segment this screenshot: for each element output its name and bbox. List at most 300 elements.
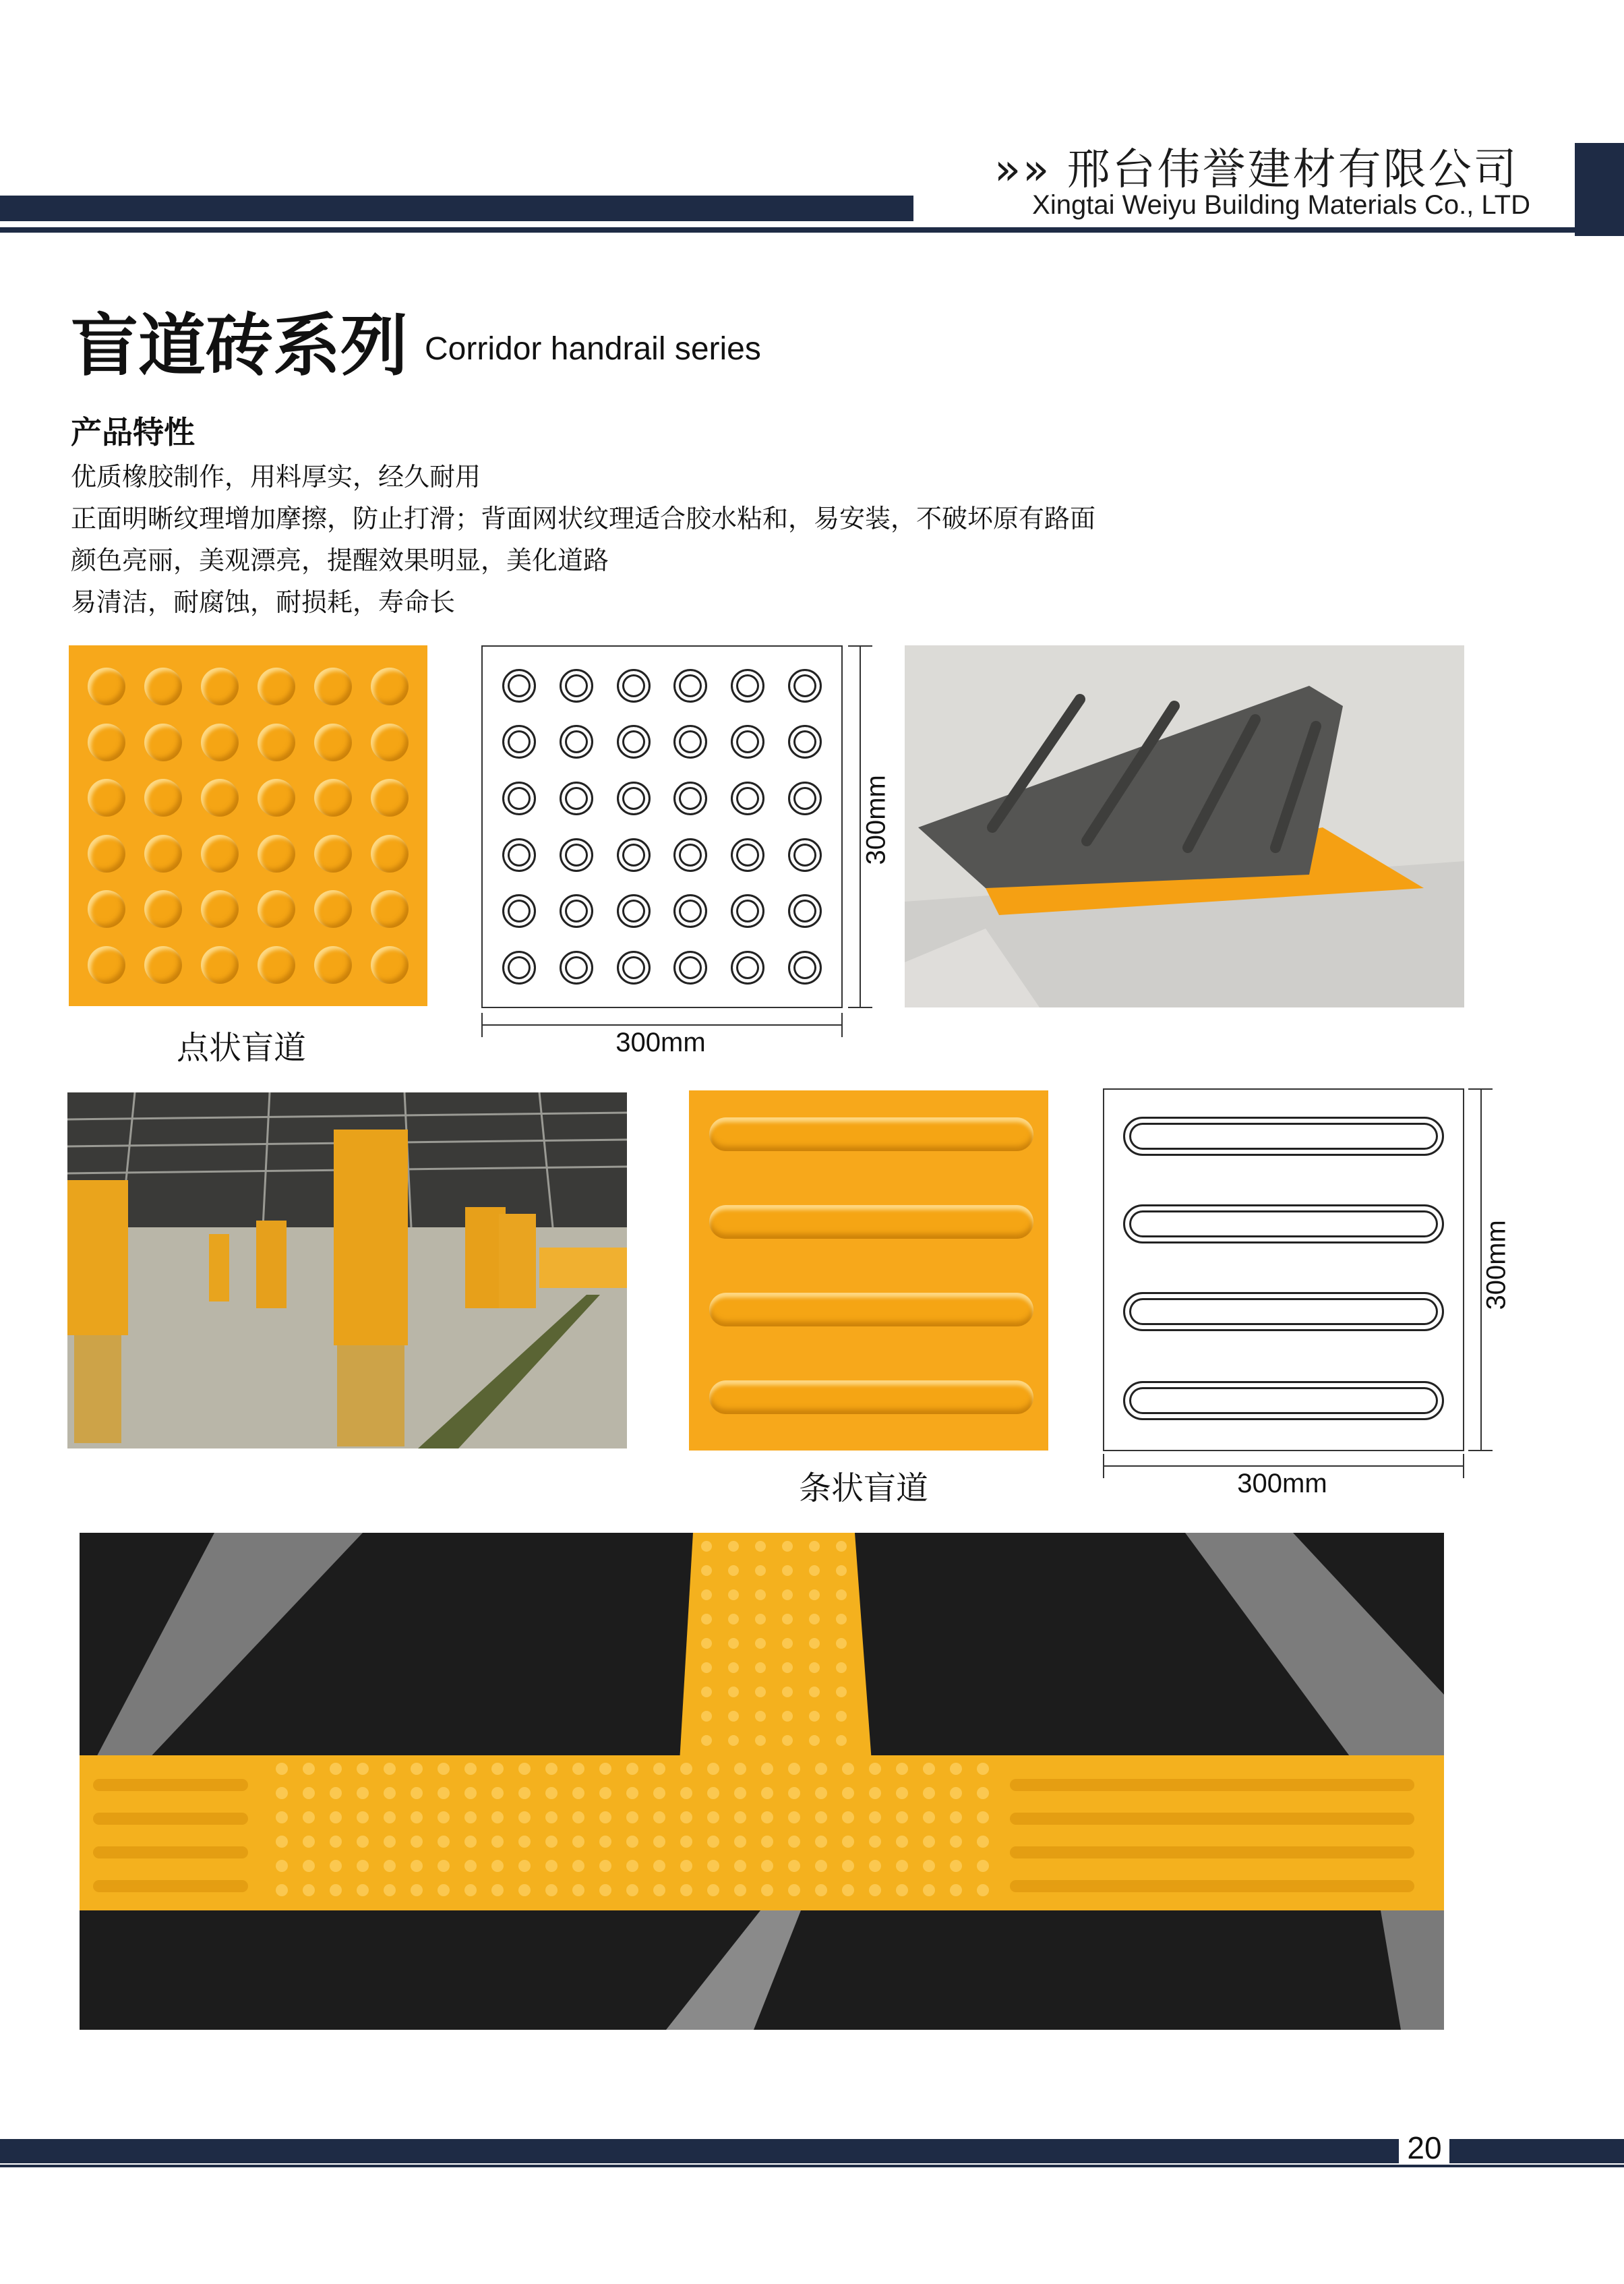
road-dot — [599, 1860, 611, 1872]
road-dot — [518, 1884, 531, 1896]
road-dot — [303, 1860, 315, 1872]
road-dot — [950, 1836, 962, 1848]
road-dot — [977, 1787, 989, 1799]
road-dot — [545, 1836, 558, 1848]
road-dot — [626, 1836, 638, 1848]
road-dot — [815, 1860, 827, 1872]
road-dot — [836, 1614, 847, 1624]
road-dot — [330, 1860, 342, 1872]
road-dot — [680, 1763, 692, 1775]
diagram-dot — [731, 725, 764, 759]
road-dot — [836, 1711, 847, 1722]
tile-dot — [88, 668, 125, 705]
diagram-dot — [617, 838, 651, 872]
diagram-dot — [673, 951, 707, 985]
road-dot — [788, 1787, 800, 1799]
road-dot — [357, 1860, 369, 1872]
feature-item: 正面明晰纹理增加摩擦，防止打滑；背面网状纹理适合胶水粘和，易安装，不破坏原有路面 — [71, 504, 1096, 533]
road-dot — [707, 1884, 719, 1896]
diagram-dot — [731, 951, 764, 985]
road-dot — [842, 1811, 854, 1823]
road-dot — [728, 1589, 739, 1600]
road-dot — [330, 1811, 342, 1823]
road-dot — [869, 1763, 881, 1775]
road-dot — [626, 1860, 638, 1872]
diagram-bar — [1123, 1204, 1444, 1243]
road-dot — [869, 1787, 881, 1799]
road-dot — [950, 1787, 962, 1799]
diagram-dot — [617, 894, 651, 928]
road-dot — [572, 1884, 584, 1896]
road-dot — [707, 1836, 719, 1848]
subway-station-photo — [67, 1092, 627, 1448]
diagram-dot — [673, 782, 707, 815]
road-dot — [303, 1787, 315, 1799]
road-dot — [572, 1787, 584, 1799]
road-dot — [977, 1811, 989, 1823]
road-dot — [572, 1836, 584, 1848]
road-dot — [788, 1763, 800, 1775]
road-dot — [330, 1836, 342, 1848]
tile-dot — [371, 835, 409, 873]
diagram-dot — [560, 951, 593, 985]
road-dot — [836, 1735, 847, 1746]
road-dot — [815, 1836, 827, 1848]
diagram-dot — [788, 725, 822, 759]
road-dot — [809, 1687, 820, 1697]
road-dot — [782, 1565, 793, 1576]
road-dot — [755, 1662, 766, 1673]
road-dot — [734, 1763, 746, 1775]
footer-bar — [1449, 2139, 1624, 2163]
road-dot — [276, 1860, 288, 1872]
road-dot — [782, 1662, 793, 1673]
road-dot — [977, 1884, 989, 1896]
road-dot — [869, 1836, 881, 1848]
road-dot — [734, 1860, 746, 1872]
road-dot — [701, 1638, 712, 1649]
tile-dot — [371, 890, 409, 928]
road-dot — [707, 1763, 719, 1775]
feature-item: 颜色亮丽，美观漂亮，提醒效果明显，美化道路 — [71, 546, 609, 575]
road-dot — [572, 1811, 584, 1823]
road-dot — [653, 1884, 665, 1896]
diagram-dot — [673, 725, 707, 759]
road-dot — [761, 1884, 773, 1896]
road-dot — [815, 1787, 827, 1799]
bar-tile-diagram — [1103, 1088, 1464, 1451]
road-dot — [923, 1884, 935, 1896]
tile-dot — [144, 890, 182, 928]
road-dot — [728, 1687, 739, 1697]
road-dot — [357, 1787, 369, 1799]
company-name-cn: »» 邢台伟誉建材有限公司 — [994, 145, 1519, 195]
road-dot — [464, 1811, 477, 1823]
diagram-dot — [502, 669, 536, 703]
road-dot — [303, 1811, 315, 1823]
road-dot — [491, 1787, 504, 1799]
road-dot — [923, 1763, 935, 1775]
diagram-dot — [560, 838, 593, 872]
dot-tile-dim-height: 300mm — [861, 775, 891, 865]
road-dot — [680, 1836, 692, 1848]
road-dot — [276, 1836, 288, 1848]
road-dot — [491, 1884, 504, 1896]
diagram-dot — [560, 669, 593, 703]
road-dot — [701, 1662, 712, 1673]
road-dot — [815, 1811, 827, 1823]
road-dot — [491, 1811, 504, 1823]
road-dot — [728, 1638, 739, 1649]
road-dot — [357, 1811, 369, 1823]
tile-dot — [201, 724, 239, 761]
road-dot — [438, 1811, 450, 1823]
road-dot — [572, 1860, 584, 1872]
bar-tile-dim-width: 300mm — [1237, 1469, 1327, 1498]
road-dot — [491, 1763, 504, 1775]
road-dot — [701, 1565, 712, 1576]
tile-dot — [258, 946, 295, 984]
road-dot — [728, 1711, 739, 1722]
road-dot — [950, 1763, 962, 1775]
road-dot — [707, 1787, 719, 1799]
road-dot — [545, 1884, 558, 1896]
features-heading: 产品特性 — [71, 414, 195, 450]
road-dot — [896, 1884, 908, 1896]
road-dot — [755, 1711, 766, 1722]
diagram-dot — [617, 669, 651, 703]
road-dot — [653, 1836, 665, 1848]
road-dot — [761, 1836, 773, 1848]
road-dot — [491, 1836, 504, 1848]
tile-dot — [314, 835, 352, 873]
road-dot — [734, 1884, 746, 1896]
diagram-bar — [1123, 1117, 1444, 1156]
road-dot — [518, 1811, 531, 1823]
road-dot — [357, 1884, 369, 1896]
diagram-dot — [731, 669, 764, 703]
road-dot — [761, 1787, 773, 1799]
tile-dot — [258, 724, 295, 761]
road-dot — [464, 1787, 477, 1799]
road-dot — [357, 1836, 369, 1848]
road-dot — [680, 1787, 692, 1799]
tile-dot — [371, 779, 409, 817]
diagram-dot — [788, 951, 822, 985]
road-dot — [728, 1662, 739, 1673]
road-dot — [755, 1565, 766, 1576]
road-dot — [330, 1763, 342, 1775]
road-dot — [842, 1860, 854, 1872]
road-dot — [701, 1541, 712, 1552]
road-dot — [761, 1763, 773, 1775]
road-dot — [411, 1763, 423, 1775]
road-dot — [384, 1787, 396, 1799]
feature-item: 优质橡胶制作，用料厚实，经久耐用 — [71, 462, 481, 492]
road-dot — [977, 1860, 989, 1872]
road-dot — [836, 1638, 847, 1649]
road-dot — [977, 1763, 989, 1775]
road-dot — [545, 1811, 558, 1823]
road-dot — [701, 1614, 712, 1624]
diagram-dot — [673, 894, 707, 928]
tile-dot — [144, 946, 182, 984]
road-dot — [842, 1787, 854, 1799]
road-dot — [599, 1811, 611, 1823]
diagram-dot — [788, 894, 822, 928]
diagram-dot — [617, 782, 651, 815]
road-dot — [626, 1884, 638, 1896]
road-dot — [599, 1787, 611, 1799]
installation-photo — [905, 645, 1464, 1007]
road-dot — [303, 1884, 315, 1896]
footer-rule — [0, 2165, 1624, 2167]
road-dot — [653, 1860, 665, 1872]
road-dot — [836, 1565, 847, 1576]
road-dot — [491, 1860, 504, 1872]
road-dot — [438, 1884, 450, 1896]
road-dot — [728, 1565, 739, 1576]
diagram-dot — [731, 894, 764, 928]
tile-dot — [201, 890, 239, 928]
bar-tile-photo — [689, 1090, 1048, 1451]
road-dot — [923, 1811, 935, 1823]
diagram-dot — [560, 725, 593, 759]
tile-dot — [258, 890, 295, 928]
tile-dot — [88, 724, 125, 761]
dot-tile-photo — [69, 645, 427, 1006]
road-dot — [977, 1836, 989, 1848]
tile-dot — [258, 668, 295, 705]
header-tab — [1575, 143, 1624, 236]
road-dot — [464, 1836, 477, 1848]
road-dot — [842, 1836, 854, 1848]
road-dot — [809, 1662, 820, 1673]
road-dot — [303, 1763, 315, 1775]
road-dot — [923, 1787, 935, 1799]
page-subtitle: Corridor handrail series — [425, 331, 761, 367]
road-dot — [869, 1860, 881, 1872]
road-dot — [950, 1811, 962, 1823]
road-dot — [755, 1687, 766, 1697]
diagram-dot — [788, 838, 822, 872]
road-dot — [599, 1884, 611, 1896]
road-dot — [728, 1614, 739, 1624]
road-dot — [782, 1638, 793, 1649]
dimension-line-h — [481, 1024, 843, 1026]
road-dot — [330, 1787, 342, 1799]
road-dot — [755, 1735, 766, 1746]
road-dot — [815, 1884, 827, 1896]
footer-bar — [0, 2139, 1399, 2163]
company-name-en: Xingtai Weiyu Building Materials Co., LTD — [1032, 190, 1530, 220]
road-dot — [869, 1811, 881, 1823]
dimension-line-h — [1103, 1465, 1464, 1467]
bar-tile-caption: 条状盲道 — [799, 1469, 929, 1507]
road-dot — [836, 1589, 847, 1600]
road-dot — [701, 1589, 712, 1600]
road-dot — [411, 1836, 423, 1848]
diagram-dot — [788, 782, 822, 815]
diagram-dot — [502, 725, 536, 759]
diagram-dot — [502, 894, 536, 928]
tile-dot — [314, 890, 352, 928]
tile-dot — [258, 835, 295, 873]
road-dot — [464, 1860, 477, 1872]
road-dot — [680, 1811, 692, 1823]
diagram-dot — [673, 669, 707, 703]
road-dot — [384, 1884, 396, 1896]
road-dot — [950, 1860, 962, 1872]
page-title: 盲道砖系列 — [71, 306, 408, 385]
tile-dot — [201, 668, 239, 705]
road-dot — [626, 1763, 638, 1775]
tile-dot — [201, 779, 239, 817]
road-dot — [755, 1638, 766, 1649]
road-dot — [809, 1638, 820, 1649]
road-dot — [836, 1662, 847, 1673]
road-dot — [626, 1787, 638, 1799]
road-dot — [653, 1811, 665, 1823]
road-dot — [755, 1589, 766, 1600]
road-dot — [896, 1860, 908, 1872]
road-dot — [836, 1541, 847, 1552]
road-dot — [788, 1811, 800, 1823]
tile-dot — [201, 835, 239, 873]
road-dot — [599, 1763, 611, 1775]
road-dot — [836, 1687, 847, 1697]
tile-dot — [371, 724, 409, 761]
diagram-bar — [1123, 1292, 1444, 1331]
road-dot — [707, 1860, 719, 1872]
road-dot — [411, 1811, 423, 1823]
road-dot — [809, 1541, 820, 1552]
tile-dot — [88, 890, 125, 928]
road-dot — [518, 1787, 531, 1799]
road-dot — [755, 1614, 766, 1624]
road-dot — [438, 1860, 450, 1872]
road-dot — [701, 1735, 712, 1746]
tile-dot — [371, 946, 409, 984]
tile-dot — [88, 779, 125, 817]
features-list — [71, 456, 1419, 623]
road-dot — [545, 1860, 558, 1872]
road-dot — [518, 1836, 531, 1848]
dot-tile-diagram — [481, 645, 843, 1008]
diagram-dot — [502, 782, 536, 815]
dot-tile-caption: 点状盲道 — [177, 1029, 307, 1067]
header-rule — [0, 227, 1624, 233]
road-dot — [653, 1787, 665, 1799]
road-dot — [680, 1884, 692, 1896]
tile-dot — [88, 835, 125, 873]
diagram-dot — [502, 951, 536, 985]
road-dot — [626, 1811, 638, 1823]
diagram-dot — [502, 838, 536, 872]
diagram-dot — [731, 782, 764, 815]
road-dot — [788, 1884, 800, 1896]
road-dot — [782, 1711, 793, 1722]
road-dot — [761, 1860, 773, 1872]
tile-bar — [709, 1380, 1033, 1414]
tile-dot — [144, 724, 182, 761]
tile-bar — [709, 1293, 1033, 1326]
feature-item: 易清洁，耐腐蚀，耐损耗，寿命长 — [71, 587, 456, 617]
page-number: 20 — [1407, 2130, 1442, 2165]
road-dot — [728, 1735, 739, 1746]
road-dot — [384, 1836, 396, 1848]
tile-dot — [258, 779, 295, 817]
road-dot — [384, 1763, 396, 1775]
tile-dot — [144, 779, 182, 817]
road-dot — [809, 1711, 820, 1722]
dot-tile-dim-width: 300mm — [615, 1028, 706, 1057]
road-dot — [842, 1763, 854, 1775]
header-bar — [0, 196, 913, 221]
road-dot — [755, 1541, 766, 1552]
road-dot — [545, 1787, 558, 1799]
tile-dot — [314, 779, 352, 817]
road-dot — [782, 1541, 793, 1552]
bar-tile-dim-height: 300mm — [1481, 1220, 1511, 1310]
road-dot — [384, 1860, 396, 1872]
tile-dot — [144, 835, 182, 873]
road-dot — [950, 1884, 962, 1896]
road-dot — [842, 1884, 854, 1896]
road-dot — [518, 1860, 531, 1872]
road-dot — [782, 1614, 793, 1624]
road-dot — [734, 1811, 746, 1823]
road-dot — [707, 1811, 719, 1823]
diagram-dot — [673, 838, 707, 872]
tile-dot — [314, 946, 352, 984]
road-dot — [464, 1884, 477, 1896]
road-dot — [869, 1884, 881, 1896]
road-dot — [761, 1811, 773, 1823]
tile-dot — [88, 946, 125, 984]
road-dot — [330, 1884, 342, 1896]
road-dot — [303, 1836, 315, 1848]
road-dot — [518, 1763, 531, 1775]
road-dot — [734, 1787, 746, 1799]
tile-bar — [709, 1205, 1033, 1239]
road-dot — [276, 1787, 288, 1799]
road-dot — [357, 1763, 369, 1775]
road-dot — [411, 1787, 423, 1799]
tile-bar — [709, 1117, 1033, 1151]
road-dot — [809, 1735, 820, 1746]
road-dot — [896, 1763, 908, 1775]
road-dot — [411, 1860, 423, 1872]
diagram-dot — [731, 838, 764, 872]
diagram-dot — [560, 782, 593, 815]
road-dot — [809, 1589, 820, 1600]
road-dot — [276, 1763, 288, 1775]
road-dot — [464, 1763, 477, 1775]
tile-dot — [201, 946, 239, 984]
diagram-dot — [617, 951, 651, 985]
road-dot — [896, 1811, 908, 1823]
tile-dot — [371, 668, 409, 705]
road-dot — [788, 1860, 800, 1872]
road-dot — [438, 1787, 450, 1799]
diagram-dot — [617, 725, 651, 759]
road-dot — [788, 1836, 800, 1848]
diagram-dot — [560, 894, 593, 928]
road-dot — [545, 1763, 558, 1775]
road-dot — [411, 1884, 423, 1896]
road-dot — [782, 1735, 793, 1746]
